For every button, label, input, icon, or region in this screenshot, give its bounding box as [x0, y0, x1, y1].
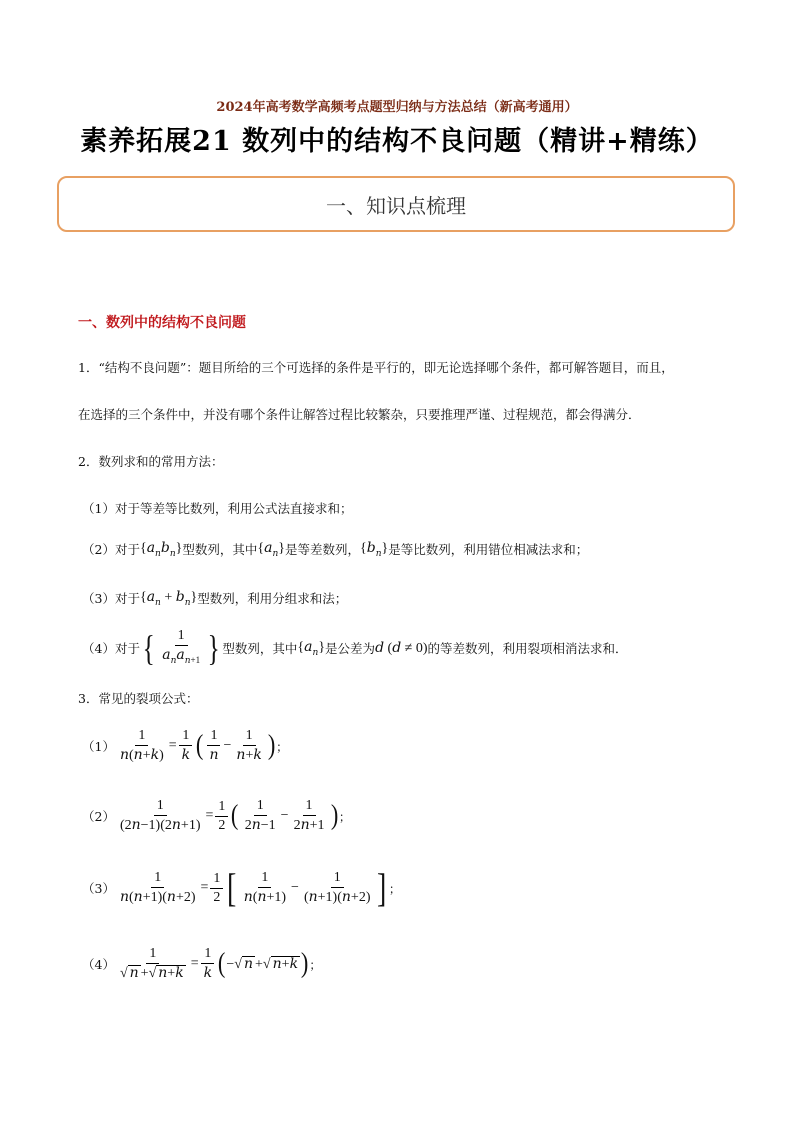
topic-heading: 一、数列中的结构不良问题 [78, 315, 246, 331]
math-bn: $\{b_n\}$ [360, 540, 389, 559]
math-d-nonzero: d (d ≠ 0) [375, 639, 428, 656]
section-banner-label: 一、知识点梳理 [326, 193, 466, 218]
method-4-text-c: 是公差为 [325, 641, 376, 657]
method-3 [82, 589, 347, 608]
paragraph-2-title: 2．数列求和的常用方法： [78, 454, 224, 469]
section-banner [57, 176, 735, 232]
method-1: （1）对于等差等比数列，利用公式法直接求和； [82, 501, 353, 516]
method-2-text-d: 是等比数列，利用错位相减法求和； [388, 542, 589, 558]
formula-3: （3） $\frac{1}{n(n+1)(n+2)}$ = $\frac{1}{2}$ [ $\frac{1}{n(n+1)}$ − $\frac{1}{(n+1)(n+2)}$ ] ； [82, 865, 401, 910]
formula-4: （4） $\frac{1}{√ n +√ n+k}$ = $\frac{1}{k}$ ( −√ n +√ n+k ) ； [82, 946, 322, 981]
paragraph-3-title: 3．常见的裂项公式： [78, 691, 199, 706]
math-an: $\{a_n\}$ [257, 540, 285, 559]
method-4-prefix: （4）对于 [82, 641, 140, 657]
formula-3-number: （3） [82, 881, 115, 896]
math-anbn: $\{a_nb_n\}$ [139, 540, 183, 559]
paragraph-1-line-2: 在选择的三个条件中，并没有哪个条件让解答过程比较繁杂，只要推理严谨、过程规范，都会得满分． [78, 407, 641, 422]
math-reciprocal-product: { $\frac{1}{a_na_{n+1}}$ } [142, 628, 220, 669]
paragraph-1-line-1: 1．“结构不良问题”：题目所给的三个可选择的条件是平行的，即无论选择哪个条件，都可解答题目，而且， [78, 360, 674, 375]
method-2-text-c: 是等差数列， [284, 542, 360, 558]
method-3-text-b: 型数列，利用分组求和法； [197, 591, 348, 607]
formula-3-sep: ； [388, 881, 401, 896]
formula-1: （1） $\frac{1}{n(n+k)}$ = $\frac{1}{k}$ ( $\frac{1}{n}$ − $\frac{1}{n+k}$ ) ； [82, 728, 289, 763]
document-subtitle: 2024年高考数学高频考点题型归纳与方法总结（新高考通用） [216, 100, 578, 115]
method-3-prefix: （3）对于 [82, 591, 140, 607]
formula-4-number: （4） [82, 957, 115, 972]
method-2-prefix: （2）对于 [82, 542, 140, 558]
formula-2-sep: ； [338, 809, 351, 824]
math-an-plus-bn: $\{a_n + b_n\}$ [139, 589, 198, 608]
method-4-text-b: 型数列，其中 [222, 641, 298, 657]
method-2-text-b: 型数列，其中 [182, 542, 258, 558]
formula-2-number: （2） [82, 809, 115, 824]
document-title: 素养拓展21 数列中的结构不良问题（精讲+精练） [80, 126, 714, 157]
method-4-text-d: 的等差数列，利用裂项相消法求和． [427, 641, 628, 657]
formula-1-number: （1） [82, 739, 115, 754]
math-an-2: $\{a_n\}$ [297, 639, 326, 658]
method-2 [82, 540, 588, 559]
method-4 [82, 628, 628, 669]
formula-4-sep: ； [309, 957, 322, 972]
formula-2: （2） $\frac{1}{(2n-1)(2n+1)}$ = $\frac{1}{2}$ ( $\frac{1}{2n-1}$ − $\frac{1}{2n+1}$ ) ； [82, 798, 351, 833]
formula-1-sep: ； [276, 739, 289, 754]
